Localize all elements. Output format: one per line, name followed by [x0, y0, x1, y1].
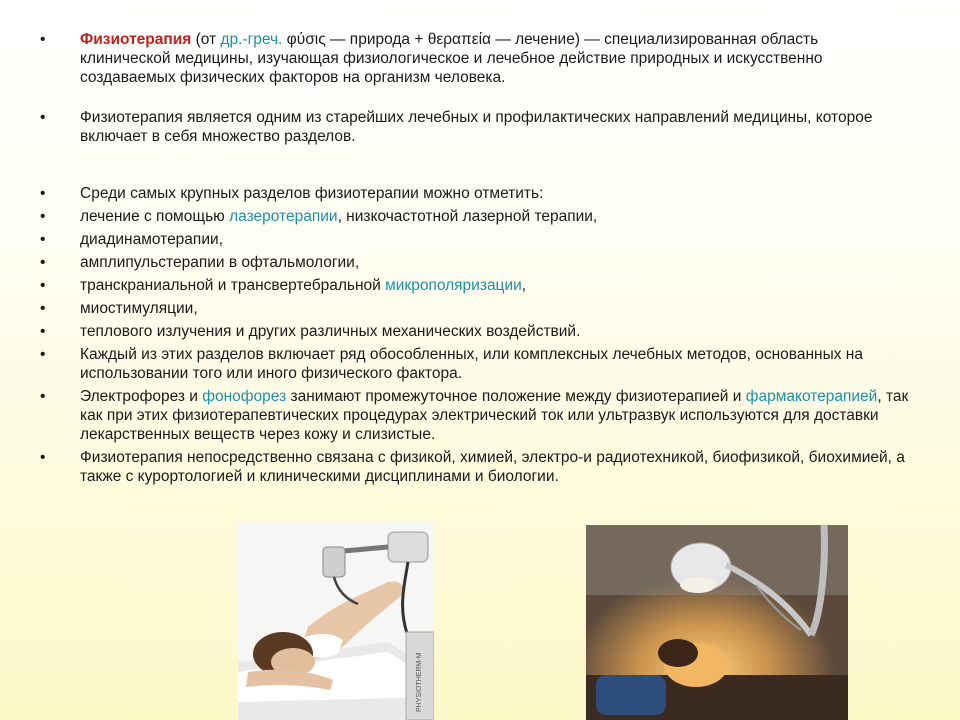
bullet-item — [40, 207, 910, 226]
bullet-item — [40, 108, 910, 146]
inline-link[interactable]: др.-греч. — [220, 31, 283, 48]
bullet-item — [40, 253, 910, 272]
bullet-dot-icon: • — [40, 449, 46, 466]
bullet-text: φύσις — природа + θεραπεία — лечение) — специализированная область клинической медицины, изучающая физиологическое и лечебное действие природных и искусственно создаваемых физических факторов на организм человека. — [80, 31, 823, 86]
bullet-dot-icon: • — [40, 231, 46, 248]
bullet-item — [40, 448, 910, 486]
bullet-item — [40, 322, 910, 341]
bullet-text: Электрофорез и — [80, 388, 203, 405]
bullet-dot-icon: • — [40, 300, 46, 317]
bullet-text: Каждый из этих разделов включает ряд обособленных, или комплексных лечебных методов, основанных на использовании того или иного физического фактора. — [80, 346, 863, 382]
bullet-item — [40, 345, 910, 383]
bullet-item — [40, 276, 910, 295]
bullet-item — [40, 230, 910, 249]
photo-physiotherapy-patient-lying — [238, 522, 434, 720]
bullet-text: (от — [191, 31, 221, 48]
bullet-text: миостимуляции, — [80, 300, 198, 317]
bullet-dot-icon: • — [40, 109, 46, 126]
bullet-item — [40, 299, 910, 318]
bullet-text: , так как при этих физиотерапевтических процедурах электрический ток или ультразвук используются для доставки лекарственных веществ через кожу и слизистые. — [80, 388, 909, 443]
bullet-dot-icon: • — [40, 31, 46, 48]
bullet-text: Среди самых крупных разделов физиотерапии можно отметить: — [80, 185, 544, 202]
photo2-illustration — [586, 525, 848, 720]
bullet-text: занимают промежуточное положение между физиотерапией и — [286, 388, 746, 405]
bullet-item — [40, 30, 910, 87]
bullet-text: Физиотерапия непосредственно связана с физикой, химией, электро-и радиотехникой, биофизикой, биохимией, а также с курортологией и клиническими дисциплинами и биологии. — [80, 449, 905, 485]
bullet-dot-icon: • — [40, 346, 46, 363]
bullet-item — [40, 184, 910, 203]
bullet-dot-icon: • — [40, 323, 46, 340]
bullet-dot-icon: • — [40, 185, 46, 202]
bullet-dot-icon: • — [40, 277, 46, 294]
bullet-text: транскраниальной и трансвертебральной — [80, 277, 386, 294]
bullet-text: амплипульстерапии в офтальмологии, — [80, 254, 360, 271]
bullet-dot-icon: • — [40, 208, 46, 225]
bullet-text: , — [521, 277, 527, 294]
device-label: PHYSIOTHERM-M — [416, 652, 423, 712]
photo1-illustration — [238, 522, 434, 720]
photo-lamp-therapy-child — [586, 525, 848, 720]
inline-link[interactable]: фонофорез — [202, 388, 287, 405]
term-highlight: Физиотерапия — [80, 31, 192, 48]
bullet-dot-icon: • — [40, 388, 46, 405]
bullet-text: диадинамотерапии, — [80, 231, 223, 248]
bullet-text: , низкочастотной лазерной терапии, — [337, 208, 598, 225]
inline-link[interactable]: лазеротерапии — [229, 208, 338, 225]
bullet-text: Физиотерапия является одним из старейших лечебных и профилактических направлений медицины, которое включает в себя множество разделов. — [80, 109, 873, 145]
bullet-text: теплового излучения и других различных механических воздействий. — [80, 323, 581, 340]
bullet-dot-icon: • — [40, 254, 46, 271]
bullet-text: лечение с помощью — [80, 208, 230, 225]
inline-link[interactable]: микрополяризации — [385, 277, 522, 294]
bullet-item — [40, 387, 910, 444]
inline-link[interactable]: фармакотерапией — [745, 388, 878, 405]
bullet-list — [40, 30, 910, 486]
